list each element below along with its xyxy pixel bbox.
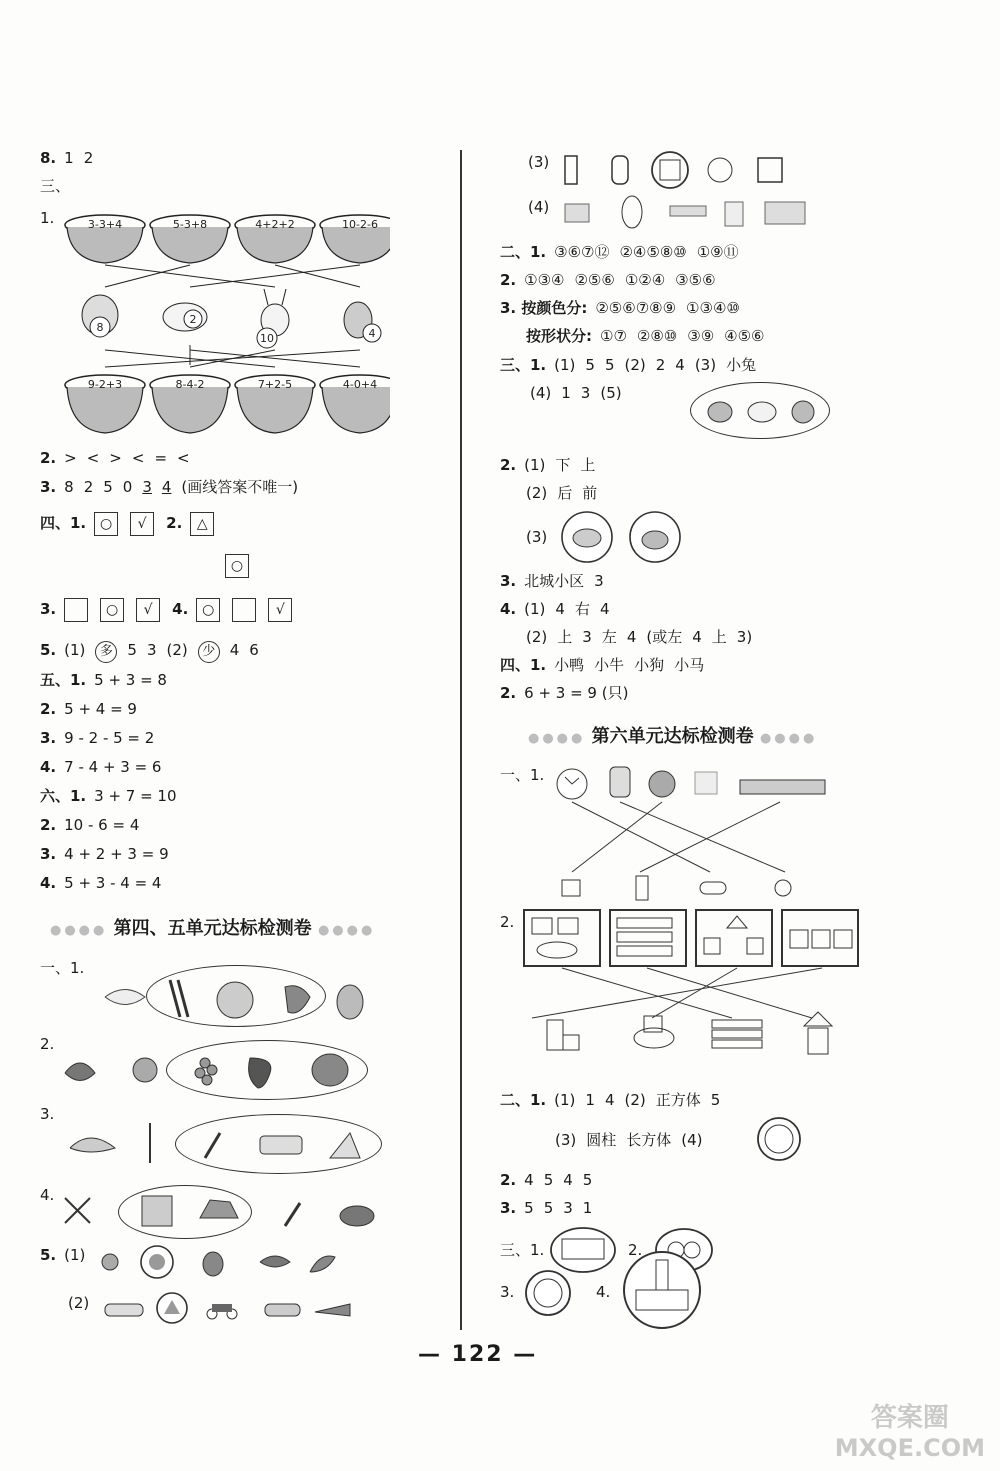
answer-line-3-boxes: 3. ○ √ 4. ○ √ (40, 596, 304, 622)
watermark-line-1: 答案圈 (870, 1403, 949, 1433)
basket-top-1 (65, 215, 145, 263)
objects-row-4 (560, 192, 820, 232)
wu-eq-3: 3. 9 - 2 - 5 = 2 (40, 729, 155, 747)
basket-bottom-3 (235, 375, 315, 433)
liu-eq-4: 4. 5 + 3 - 4 = 4 (40, 874, 162, 892)
t2-label: 2. (628, 1241, 643, 1259)
q-5-2-label: (2) (68, 1294, 90, 1312)
horse-dog-figure (560, 510, 690, 565)
animal-figure-5-1 (95, 1242, 355, 1282)
shapes-row-3 (560, 150, 800, 190)
s2b-line: (2) 后 前 (526, 484, 598, 502)
ring-figure (520, 1268, 580, 1318)
stacked-solid-figure (618, 1250, 708, 1330)
basket-bottom-4 (320, 375, 390, 433)
basket-bottom-4-text: 4-0+4 (342, 378, 378, 391)
column-divider (460, 150, 462, 1330)
basket-top-1-text: 3-3+4 (87, 218, 123, 231)
y2-label: 2. (500, 913, 515, 931)
e1-line: 二、1. (1) 1 4 (2) 正方体 5 (500, 1091, 721, 1109)
si1-line: 四、1. 小鸭 小牛 小狗 小马 (500, 656, 705, 674)
title-dots-right: ●●●● (317, 923, 376, 938)
s4b-line: (2) 上 3 左 4 (或左 4 上 3) (526, 628, 753, 646)
er-line-3-by-shape: 按形状分: ①⑦ ②⑧⑩ ③⑨ ④⑤⑥ (526, 327, 765, 345)
fruit-veg-figure (100, 972, 380, 1022)
basket-bottom-3-text: 7+2-5 (257, 378, 293, 391)
title-dots-right-6: ●●●● (759, 731, 818, 746)
clock-figure (755, 1115, 805, 1165)
frog-number: 8 (96, 321, 104, 334)
basket-bottom-2 (150, 375, 230, 433)
object-figure-3 (65, 1118, 375, 1168)
er-line-2: 2. ①③④ ②⑤⑥ ①②④ ③⑤⑥ (500, 271, 716, 289)
basket-top-3 (235, 215, 315, 263)
liu-eq-3: 3. 4 + 2 + 3 = 9 (40, 845, 169, 863)
q-2-label: 2. (40, 1035, 55, 1053)
q-4-label: 4. (40, 1186, 55, 1204)
q-yi-1-label: 一、1. (40, 959, 85, 977)
y1-label: 一、1. (500, 766, 545, 784)
t1-label: 三、1. (500, 1241, 545, 1259)
s2c-label: (3) (526, 528, 548, 546)
basket-bottom-1-text: 9-2+3 (87, 378, 123, 391)
object-figure-4 (60, 1188, 380, 1233)
watermark-line-2: MXQE.COM (834, 1434, 985, 1462)
section-title-unit-6 (528, 722, 817, 748)
san-line-1b: (4) 1 3 (5) (530, 384, 622, 402)
wu-eq-2: 2. 5 + 4 = 9 (40, 700, 137, 718)
solid-group-figure (522, 908, 867, 1068)
title-dots-left-6: ●●●● (528, 731, 586, 746)
r-4-label: (4) (528, 198, 550, 216)
answer-line-2-compare: 2. > < > < = < (40, 449, 190, 467)
t3-label: 3. (500, 1283, 515, 1301)
basket-top-4 (320, 215, 390, 263)
answer-line-8: 8. 1 2 (40, 149, 94, 167)
section-3-heading: 三、 (40, 177, 71, 195)
section-title-6-text: 第六单元达标检测卷 (591, 726, 754, 747)
rabbit-number: 10 (260, 332, 274, 345)
basket-matching-figure (60, 205, 390, 450)
r-3-label: (3) (528, 153, 550, 171)
sheep-animal (163, 303, 207, 331)
q-5-label: 5. (1) (40, 1246, 86, 1264)
answer-line-4-extra-box: ○ (225, 552, 261, 578)
page-number: — 122 — (418, 1342, 538, 1367)
er-line-1: 二、1. ③⑥⑦⑫ ②④⑤⑧⑩ ①⑨⑪ (500, 243, 739, 261)
er-line-3-by-color: 3. 按颜色分: ②⑤⑥⑦⑧⑨ ①③④⑩ (500, 299, 740, 317)
answer-line-5-more-less: 5. (1) 多 5 3 (2) 少 4 6 (40, 640, 269, 663)
fruit-figure-2 (60, 1048, 360, 1093)
tiger-number: 4 (368, 327, 376, 340)
basket-top-2 (150, 215, 230, 263)
frog-animal (82, 295, 118, 337)
tiger-animal (344, 302, 381, 342)
section-title-unit-4-5 (50, 914, 375, 940)
s4-line: 4. (1) 4 右 4 (500, 600, 610, 618)
section-title-text: 第四、五单元达标检测卷 (113, 918, 312, 939)
basket-bottom-2-text: 8-4-2 (175, 378, 205, 391)
liu-eq-1: 六、1. 3 + 7 = 10 (40, 787, 177, 805)
basket-top-3-text: 4+2+2 (255, 218, 295, 231)
san-line-1: 三、1. (1) 5 5 (2) 2 4 (3) 小兔 (500, 356, 757, 374)
watermark (835, 1403, 985, 1463)
basket-top-2-text: 5-3+8 (172, 218, 208, 231)
answer-line-3-numbers: 3. 8 2 5 0 3 4 (画线答案不唯一) (40, 478, 299, 496)
s2-line: 2. (1) 下 上 (500, 456, 596, 474)
wu-eq-4: 4. 7 - 4 + 3 = 6 (40, 758, 162, 776)
wu-eq-1: 五、1. 5 + 3 = 8 (40, 671, 167, 689)
liu-eq-2: 2. 10 - 6 = 4 (40, 816, 140, 834)
vehicle-figure-5-2 (100, 1292, 360, 1324)
basket-bottom-1 (65, 375, 145, 433)
rabbit-animal (257, 289, 289, 348)
e3-line: 3. 5 5 3 1 (500, 1199, 593, 1217)
si2-line: 2. 6 + 3 = 9 (只) (500, 684, 629, 702)
animals-group-figure (700, 390, 820, 430)
q1-label: 1. (40, 209, 55, 227)
q-3-label: 3. (40, 1105, 55, 1123)
answer-line-4-boxes: 四、1. ○ √ 2. △ (40, 510, 226, 536)
e1b-line: (3) 圆柱 长方体 (4) (555, 1131, 703, 1149)
sheep-number: 2 (189, 313, 197, 326)
title-dots-left: ●●●● (50, 923, 108, 938)
e2-line: 2. 4 5 4 5 (500, 1171, 593, 1189)
solid-matching-figure (550, 762, 840, 902)
s3-line: 3. 北城小区 3 (500, 572, 604, 590)
basket-top-4-text: 10-2-6 (342, 218, 378, 231)
t4-label: 4. (596, 1283, 611, 1301)
